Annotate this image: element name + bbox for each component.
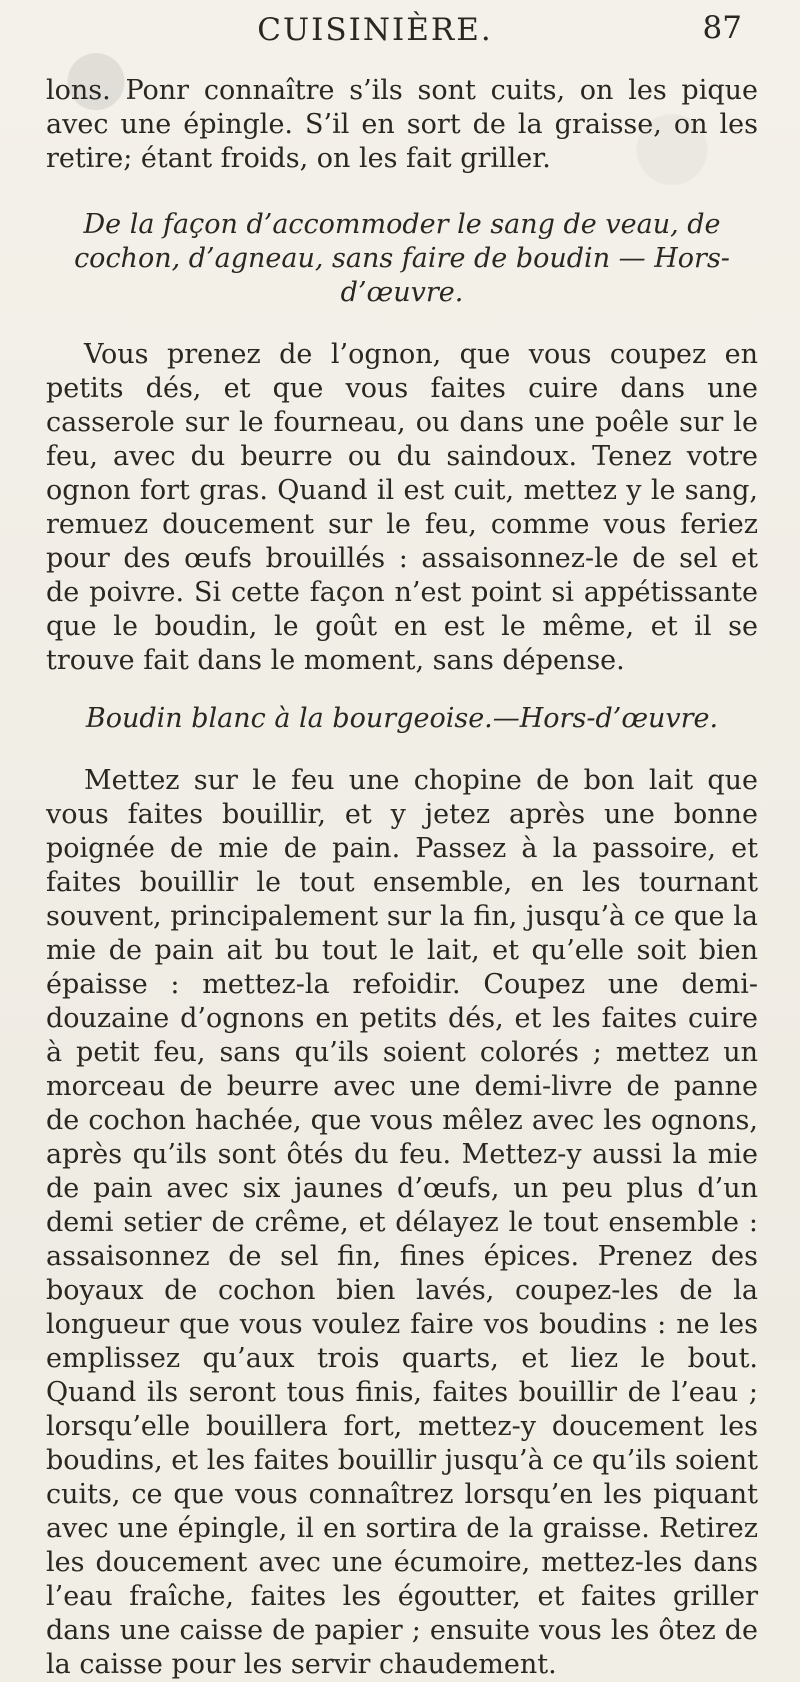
section-paragraph-boudin-blanc: Mettez sur le feu une chopine de bon lait que vous faites bouillir, et y jetez après une bonne poignée de mie de pain. Passez à la passoire, et faites bouillir le tout ensemble, en les tournant souvent, principalement sur la fin, jusqu’à ce que la mie de pain ait bu tout le lait, et qu’elle soit bien épaisse : mettez-la refoidir. Coupez une demi-douzaine d’ognons en petits dés, et les faites cuire à petit feu, sans qu’ils soient colorés ; mettez un morceau de beurre avec une demi-livre de panne de cochon hachée, que vous mêlez avec les ognons, après qu’ils sont ôtés du feu. Mettez-y aussi la mie de pain avec six jaunes d’œufs, un peu plus d’un demi setier de crême, et délayez le tout ensemble : assaisonnez de sel fin, fines épices. Prenez des boyaux de cochon bien lavés, coupez-les de la longueur que vous voulez faire vos boudins : ne les emplissez qu’aux trois quarts, et liez le bout. Quand ils seront tous finis, faites bouillir de l’eau ; lorsqu’elle bouillera fort, mettez-y doucement les boudins, et les faites bouillir jusqu’à ce qu’ils soient cuits, ce que vous connaîtrez lorsqu’en les piquant avec une épingle, il en sortira de la graisse. Retirez les doucement avec une écumoire, mettez-les dans l’eau fraîche, faites les égoutter, et faites griller dans une caisse de papier ; ensuite vous les ôtez de la caisse pour les servir chaudement. <box>46 765 758 1680</box>
intro-paragraph: lons. Ponr connaître s’ils sont cuits, on les pique avec une épingle. S’il en sort de la graisse, on les retire; étant froids, on les fait griller. <box>46 75 758 174</box>
page-number: 87 <box>702 10 742 46</box>
running-title: CUISINIÈRE. <box>257 12 493 48</box>
page-header <box>0 8 800 56</box>
page-body <box>46 74 758 1682</box>
section-title-sang: De la façon d’accommoder le sang de veau, de cochon, d’agneau, sans faire de boudin — Hors-d’œuvre. <box>74 209 730 308</box>
section-paragraph-sang: Vous prenez de l’ognon, que vous coupez en petits dés, et que vous faites cuire dans une casserole sur le fourneau, ou dans une poêle sur le feu, avec du beurre ou du saindoux. Tenez votre ognon fort gras. Quand il est cuit, mettez y le sang, remuez doucement sur le feu, comme vous feriez pour des œufs brouillés : assaisonnez-le de sel et de poivre. Si cette façon n’est point si appétissante que le boudin, le goût en est le même, et il se trouve fait dans le moment, sans dépense. <box>46 339 758 676</box>
section-title-boudin-blanc: Boudin blanc à la bourgeoise.—Hors-d’œuvre. <box>85 703 719 734</box>
